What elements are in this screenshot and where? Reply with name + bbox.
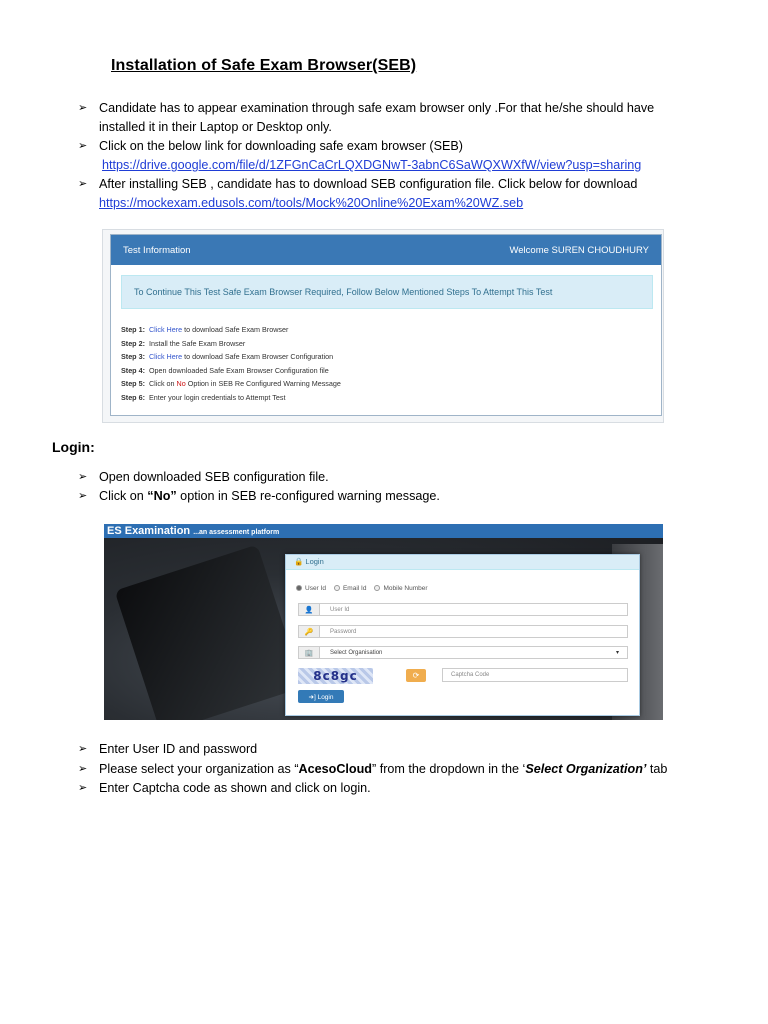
- step-row: [121, 377, 341, 391]
- radio-selected-icon: [296, 585, 302, 591]
- organisation-select-left: [299, 647, 382, 658]
- intro-item-3: After installing SEB , candidate has to download SEB configuration file. Click below for download: [99, 177, 638, 191]
- background-device-image: [114, 544, 303, 720]
- test-information-title: Test Information: [123, 244, 191, 256]
- list-item: [78, 779, 675, 798]
- list-item: [78, 468, 678, 487]
- step-row: [121, 337, 341, 351]
- radio-icon: [374, 585, 380, 591]
- final-item-3: Enter Captcha code as shown and click on login.: [99, 781, 371, 795]
- password-input[interactable]: [298, 625, 628, 638]
- click-here-link[interactable]: Click Here: [148, 352, 183, 362]
- step-text: to download Safe Exam Browser Configuration: [182, 352, 334, 362]
- refresh-captcha-icon[interactable]: ⟳: [406, 669, 426, 682]
- key-icon: 🔑: [299, 626, 320, 637]
- step-text: Install the Safe Exam Browser: [148, 338, 246, 348]
- login-item-2-pre: Click on: [99, 489, 148, 503]
- captcha-image: 8c8gc: [298, 668, 373, 684]
- user-id-input[interactable]: [298, 603, 628, 616]
- list-item: [78, 740, 675, 759]
- password-placeholder: Password: [330, 628, 357, 635]
- building-icon: 🏢: [299, 647, 320, 658]
- login-item-1: Open downloaded SEB configuration file.: [99, 470, 329, 484]
- click-here-link[interactable]: Click Here: [148, 325, 183, 334]
- arrow-bullet-icon: ➢: [78, 782, 88, 794]
- radio-label: Email Id: [342, 585, 367, 592]
- no-option-text: “No”: [147, 489, 177, 503]
- arrow-bullet-icon: ➢: [78, 490, 88, 502]
- seb-download-link[interactable]: https://drive.google.com/file/d/1ZFGnCaCrLQXDGNwT-3abnC6SaWQXWXfW/view?usp=sharing: [102, 158, 642, 172]
- step-label: Step 2:: [121, 338, 145, 348]
- step-row: [121, 364, 341, 378]
- brand-bar: [104, 524, 663, 538]
- intro-item-1: Candidate has to appear examination through safe exam browser only .For that he/she should have installed it in their Laptop or Desktop only.: [99, 101, 655, 134]
- list-item: [78, 137, 678, 175]
- list-item: [78, 487, 678, 506]
- radio-label: User Id: [305, 585, 326, 592]
- step-text-pre: Click on: [148, 379, 177, 389]
- test-information-header: [111, 235, 661, 265]
- intro-list: [78, 99, 678, 213]
- login-panel-title: 🔒 Login: [286, 555, 639, 570]
- test-information-screenshot: [102, 229, 664, 423]
- radio-user-id[interactable]: [296, 585, 326, 592]
- step-row: [121, 350, 341, 364]
- step-text: Enter your login credentials to Attempt Test: [148, 392, 286, 402]
- radio-icon: [334, 585, 340, 591]
- arrow-bullet-icon: ➢: [78, 471, 88, 483]
- step-row: [121, 323, 341, 337]
- organisation-placeholder: Select Organisation: [330, 649, 383, 656]
- login-button[interactable]: ➜] Login: [298, 690, 344, 703]
- login-type-radios: [296, 585, 428, 592]
- page-title: Installation of Safe Exam Browser(SEB): [111, 57, 417, 74]
- step-row: [121, 391, 341, 405]
- chevron-down-icon: ▾: [615, 650, 619, 656]
- seb-config-link[interactable]: https://mockexam.edusols.com/tools/Mock%20Online%20Exam%20WZ.seb: [99, 196, 524, 210]
- login-screenshot: [104, 524, 663, 720]
- final-item-2-post: tab: [646, 762, 668, 776]
- select-organization-text: Select Organization’: [525, 762, 647, 776]
- captcha-input[interactable]: Captcha Code: [442, 668, 628, 682]
- list-item: [78, 99, 678, 137]
- test-information-panel: [110, 234, 662, 416]
- organisation-select[interactable]: [298, 646, 628, 659]
- login-list: [78, 468, 678, 506]
- brand-tagline: ...an assessment platform: [193, 529, 280, 536]
- steps-list: [121, 323, 341, 405]
- radio-label: Mobile Number: [383, 585, 428, 592]
- organization-name: AcesoCloud: [298, 762, 372, 776]
- brand-name: ES Examination: [107, 525, 191, 537]
- radio-email-id[interactable]: [334, 585, 366, 592]
- step-label: Step 1:: [121, 325, 145, 334]
- radio-mobile-number[interactable]: [374, 585, 427, 592]
- intro-item-2: Click on the below link for downloading safe exam browser (SEB): [99, 139, 463, 153]
- step-label: Step 5:: [121, 379, 145, 389]
- step-label: Step 6:: [121, 392, 145, 402]
- welcome-text: Welcome SUREN CHOUDHURY: [509, 244, 649, 256]
- final-list: [78, 740, 675, 798]
- arrow-bullet-icon: ➢: [78, 140, 88, 152]
- login-panel: [285, 554, 640, 716]
- arrow-bullet-icon: ➢: [78, 743, 88, 755]
- list-item: [78, 175, 678, 213]
- arrow-bullet-icon: ➢: [78, 178, 88, 190]
- final-item-2-mid: ” from the dropdown in the ‘: [372, 762, 526, 776]
- seb-required-notice: To Continue This Test Safe Exam Browser Required, Follow Below Mentioned Steps To Attempt This Test: [121, 275, 653, 309]
- user-id-placeholder: User Id: [330, 606, 350, 613]
- arrow-bullet-icon: ➢: [78, 763, 88, 775]
- final-item-1: Enter User ID and password: [99, 742, 258, 756]
- step-text: Option in SEB Re Configured Warning Message: [185, 379, 341, 389]
- no-highlight: No: [176, 379, 186, 389]
- list-item: [78, 759, 675, 779]
- login-item-2-post: option in SEB re-configured warning message.: [176, 489, 440, 503]
- final-item-2-pre: Please select your organization as “: [99, 762, 299, 776]
- login-heading: Login:: [52, 439, 95, 455]
- arrow-bullet-icon: ➢: [78, 102, 88, 114]
- user-icon: 👤: [299, 604, 320, 615]
- step-label: Step 4:: [121, 365, 145, 375]
- step-label: Step 3:: [121, 352, 145, 362]
- step-text: to download Safe Exam Browser: [182, 325, 289, 334]
- step-text: Open downloaded Safe Exam Browser Configuration file: [148, 365, 329, 375]
